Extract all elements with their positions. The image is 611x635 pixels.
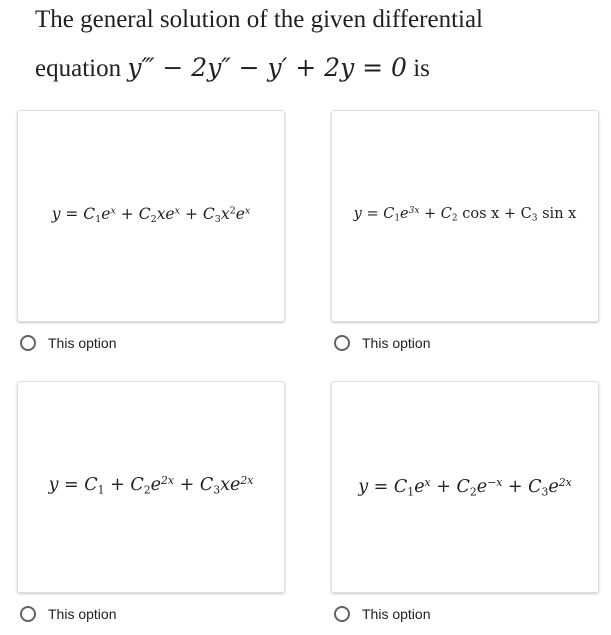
formula-subscript: 3 [214,213,221,225]
formula-text: x [220,205,230,223]
formula-text: e [414,477,425,497]
formula-superscript: 2 [229,205,236,217]
formula-text: e [235,205,245,223]
option-1-radio-row[interactable] [20,332,116,354]
formula-subscript: 2 [150,213,157,225]
option-card-1[interactable] [17,110,285,322]
formula-text: y = C [51,205,96,223]
option-card-4[interactable] [331,381,599,593]
formula-text: e [101,205,111,223]
formula-text: + C [419,206,452,222]
option-1-label: This option [48,335,117,351]
formula-subscript: 1 [394,213,401,224]
formula-superscript: x [174,205,181,217]
formula-text: xe [156,205,175,223]
formula-text: + C [174,475,214,495]
formula-superscript: x [244,205,251,217]
option-2-radio-row[interactable] [334,332,430,354]
question-suffix: is [406,55,430,82]
formula-subscript: 3 [541,485,549,499]
formula-superscript: −x [487,476,503,490]
formula-text: + C [430,477,470,497]
option-4-formula [332,477,598,497]
formula-subscript: 2 [143,483,151,497]
formula-text: sin x [537,206,577,222]
formula-text: y = C [48,475,98,495]
formula-subscript: 2 [451,213,458,224]
formula-text: y = C [358,477,408,497]
formula-text: e [548,477,559,497]
formula-text: e [400,206,409,222]
question-prefix: equation [35,55,128,82]
radio-button-2[interactable] [334,335,350,351]
formula-text: xe [220,475,241,495]
radio-button-3[interactable] [20,606,36,622]
option-2-formula [332,206,598,222]
question-line-2 [35,53,430,83]
radio-button-4[interactable] [334,606,350,622]
option-1-formula [18,205,284,223]
formula-text: y = C [353,206,395,222]
formula-subscript: 1 [95,213,102,225]
option-card-3[interactable] [17,381,285,593]
question-equation: y‴ − 2y″ − y′ + 2y = 0 [127,53,407,82]
formula-text: + C [180,205,215,223]
option-3-formula [18,475,284,495]
formula-superscript: x [110,205,116,217]
formula-superscript: x [424,476,431,490]
formula-text: + C [115,205,151,223]
formula-text: e [476,477,488,497]
question-line-1: The general solution of the given differential [35,6,483,33]
option-3-label: This option [48,606,117,622]
option-card-2[interactable] [331,110,599,322]
formula-text: + C [104,475,144,495]
formula-text: + C [502,477,542,497]
option-3-radio-row[interactable] [20,603,116,625]
option-2-label: This option [362,335,431,351]
formula-text: e [150,475,162,495]
formula-subscript: 2 [469,485,477,499]
formula-subscript: 3 [531,213,538,224]
formula-superscript: 2x [240,474,254,488]
formula-superscript: 3x [408,206,420,217]
radio-button-1[interactable] [20,335,36,351]
formula-superscript: 2x [558,476,572,490]
option-4-radio-row[interactable] [334,603,430,625]
option-4-label: This option [362,606,431,622]
formula-subscript: 1 [407,485,415,499]
formula-superscript: 2x [161,474,175,488]
formula-subscript: 3 [213,483,221,497]
formula-subscript: 1 [97,483,105,497]
formula-text: cos x + C [457,206,532,222]
